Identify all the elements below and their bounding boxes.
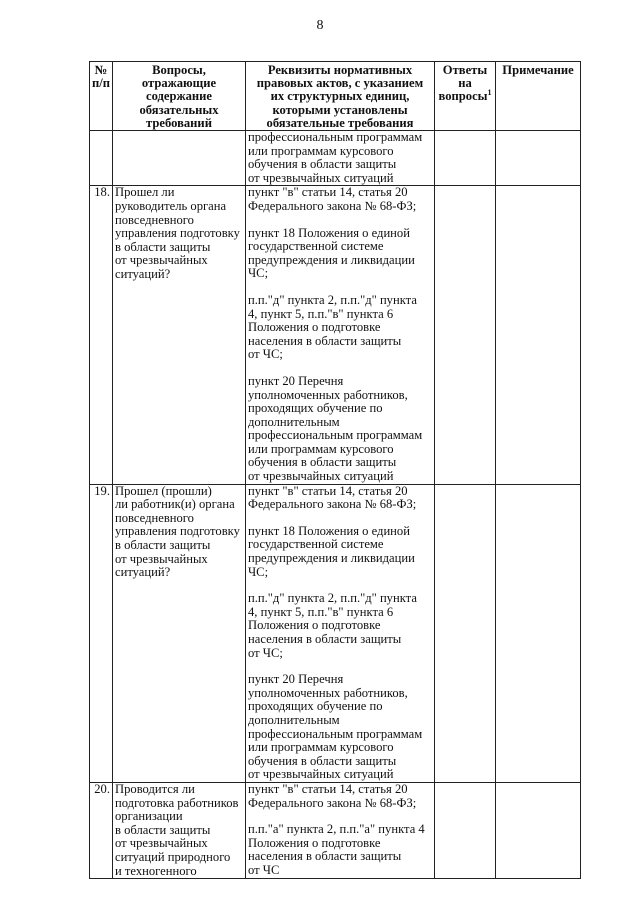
text-line: дополнительным [248, 414, 340, 429]
text-line: и техногенного [115, 863, 197, 878]
text-line: предупреждения и ликвидации [248, 551, 415, 566]
text-line: ЧС; [248, 266, 269, 281]
text-line: ли работник(и) органа [115, 497, 235, 512]
cell-reference [246, 782, 435, 878]
text-line: государственной системе [248, 239, 384, 254]
text-line: Положения о подготовке [248, 320, 381, 335]
text-line: пункт "в" статьи 14, статья 20 [248, 483, 408, 498]
text-line: ЧС; [248, 564, 269, 579]
header-line: обязательных [139, 102, 219, 117]
text-line: обучения в области защиты [248, 753, 397, 768]
text-line: населения в области защиты [248, 632, 402, 647]
text-line: п.п."д" пункта 2, п.п."д" пункта [248, 292, 417, 307]
cell-num: 19. [90, 484, 113, 782]
text-line: или программам курсового [248, 441, 394, 456]
text-line: уполномоченных работников, [248, 387, 408, 402]
text-line: уполномоченных работников, [248, 685, 408, 700]
table-row-continuation [90, 131, 581, 186]
reference-paragraph [248, 375, 432, 484]
reference-paragraph [248, 294, 432, 362]
text-line: дополнительным [248, 712, 340, 727]
text-line: или программам курсового [248, 740, 394, 755]
text-line: в области защиты [115, 239, 211, 254]
text-line: пункт "в" статьи 14, статья 20 [248, 185, 408, 200]
text-line: Проводится ли [115, 781, 195, 796]
text-line: ситуаций природного [115, 849, 231, 864]
reference-paragraph [248, 227, 432, 281]
header-line: Вопросы, [152, 63, 206, 77]
cell-num [90, 131, 113, 186]
header-answers [435, 62, 496, 131]
table-row [90, 782, 581, 878]
reference-paragraph [248, 673, 432, 782]
text-line: Прошел (прошли) [115, 483, 212, 498]
text-line: профессиональным программам [248, 428, 423, 443]
header-line: требований [146, 115, 212, 130]
text-line: пункт 20 Перечня [248, 373, 344, 388]
text-line: населения в области защиты [248, 849, 402, 864]
reference-paragraph [248, 823, 432, 877]
table-row [90, 484, 581, 782]
text-line: проходящих обучение по [248, 401, 383, 416]
cell-reference [246, 131, 435, 186]
text-line: пункт "в" статьи 14, статья 20 [248, 781, 408, 796]
header-line: Реквизиты нормативных [267, 63, 413, 77]
header-reference [246, 62, 435, 131]
text-line: государственной системе [248, 537, 384, 552]
header-num [90, 62, 113, 131]
cell-question [113, 131, 246, 186]
text-line: от чрезвычайных [115, 253, 208, 268]
text-line: пункт 18 Положения о единой [248, 225, 410, 240]
text-line: повседневного [115, 510, 194, 525]
text-line: обучения в области защиты [248, 455, 397, 470]
header-line: п/п [92, 76, 111, 91]
text-line: от ЧС; [248, 347, 283, 362]
text-line: в области защиты [115, 822, 211, 837]
text-line: от ЧС; [248, 645, 283, 660]
cell-answer[interactable] [435, 782, 496, 878]
reference-paragraph [248, 592, 432, 660]
text-line: проходящих обучение по [248, 699, 383, 714]
text-line: пункт 20 Перечня [248, 672, 344, 687]
reference-paragraph [248, 186, 432, 213]
cell-note[interactable] [496, 782, 581, 878]
text-line: в области защиты [115, 538, 211, 553]
cell-question [113, 186, 246, 484]
cell-reference [246, 186, 435, 484]
reference-paragraph [248, 783, 432, 810]
requirements-table [89, 61, 581, 879]
table-header-row [90, 62, 581, 131]
text-line: 4, пункт 5, п.п."в" пункта 6 [248, 604, 394, 619]
text-line: ситуаций? [115, 266, 171, 281]
text-line: п.п."а" пункта 2, п.п."а" пункта 4 [248, 822, 425, 837]
reference-paragraph [248, 525, 432, 579]
text-line: от чрезвычайных [115, 551, 208, 566]
text-line: или программам курсового [248, 143, 394, 158]
text-line: Положения о подготовке [248, 618, 381, 633]
header-line: правовых актов, с указанием [256, 76, 424, 91]
cell-num: 20. [90, 782, 113, 878]
cell-note[interactable] [496, 484, 581, 782]
text-line: руководитель органа [115, 198, 227, 213]
header-line [437, 90, 493, 103]
page-number: 8 [316, 18, 324, 33]
header-question [113, 62, 246, 131]
header-line: содержание [145, 89, 213, 104]
footnote-marker: 1 [487, 88, 492, 98]
header-line: их структурных единиц, [270, 89, 410, 104]
text-line: от чрезвычайных ситуаций [248, 469, 394, 484]
header-line: Ответы [442, 63, 488, 77]
text-line: ситуаций? [115, 565, 171, 580]
text-line: Положения о подготовке [248, 835, 381, 850]
text-line: от чрезвычайных ситуаций [248, 170, 394, 185]
text-line: Прошел ли [115, 185, 175, 200]
text-line: профессиональным программам [248, 726, 423, 741]
text-line: населения в области защиты [248, 333, 402, 348]
text-line: управления подготовку [115, 524, 240, 539]
text-line: 4, пункт 5, п.п."в" пункта 6 [248, 306, 394, 321]
cell-note [496, 131, 581, 186]
cell-reference [246, 484, 435, 782]
text-line: от ЧС [248, 862, 280, 877]
text-line: Федерального закона № 68-ФЗ; [248, 795, 417, 810]
text-line: п.п."д" пункта 2, п.п."д" пункта [248, 591, 417, 606]
header-line: Примечание [502, 63, 574, 77]
text-line: от чрезвычайных ситуаций [248, 767, 394, 782]
table-row [90, 186, 581, 484]
reference-paragraph [248, 485, 432, 512]
text-line: от чрезвычайных [115, 836, 208, 851]
text-line: предупреждения и ликвидации [248, 252, 415, 267]
text-line: пункт 18 Положения о единой [248, 523, 410, 538]
cell-num: 18. [90, 186, 113, 484]
cell-answer[interactable] [435, 186, 496, 484]
header-line: отражающие [141, 76, 217, 91]
text-line: профессиональным программам [248, 130, 423, 145]
text-line: организации [115, 809, 183, 824]
header-answers-word: вопросы [438, 89, 488, 104]
cell-note[interactable] [496, 186, 581, 484]
text-line: Федерального закона № 68-ФЗ; [248, 497, 417, 512]
cell-question [113, 484, 246, 782]
cell-question [113, 782, 246, 878]
header-note [496, 62, 581, 131]
cell-answer [435, 131, 496, 186]
header-line: № [94, 63, 108, 77]
text-line: повседневного [115, 212, 194, 227]
text-line: обучения в области защиты [248, 157, 397, 172]
cell-answer[interactable] [435, 484, 496, 782]
text-line: управления подготовку [115, 226, 240, 241]
header-line: на [458, 76, 472, 91]
text-line: подготовка работников [115, 795, 239, 810]
text-line: Федерального закона № 68-ФЗ; [248, 198, 417, 213]
header-line: обязательные требования [266, 115, 414, 130]
header-line: которыми установлены [272, 102, 408, 117]
